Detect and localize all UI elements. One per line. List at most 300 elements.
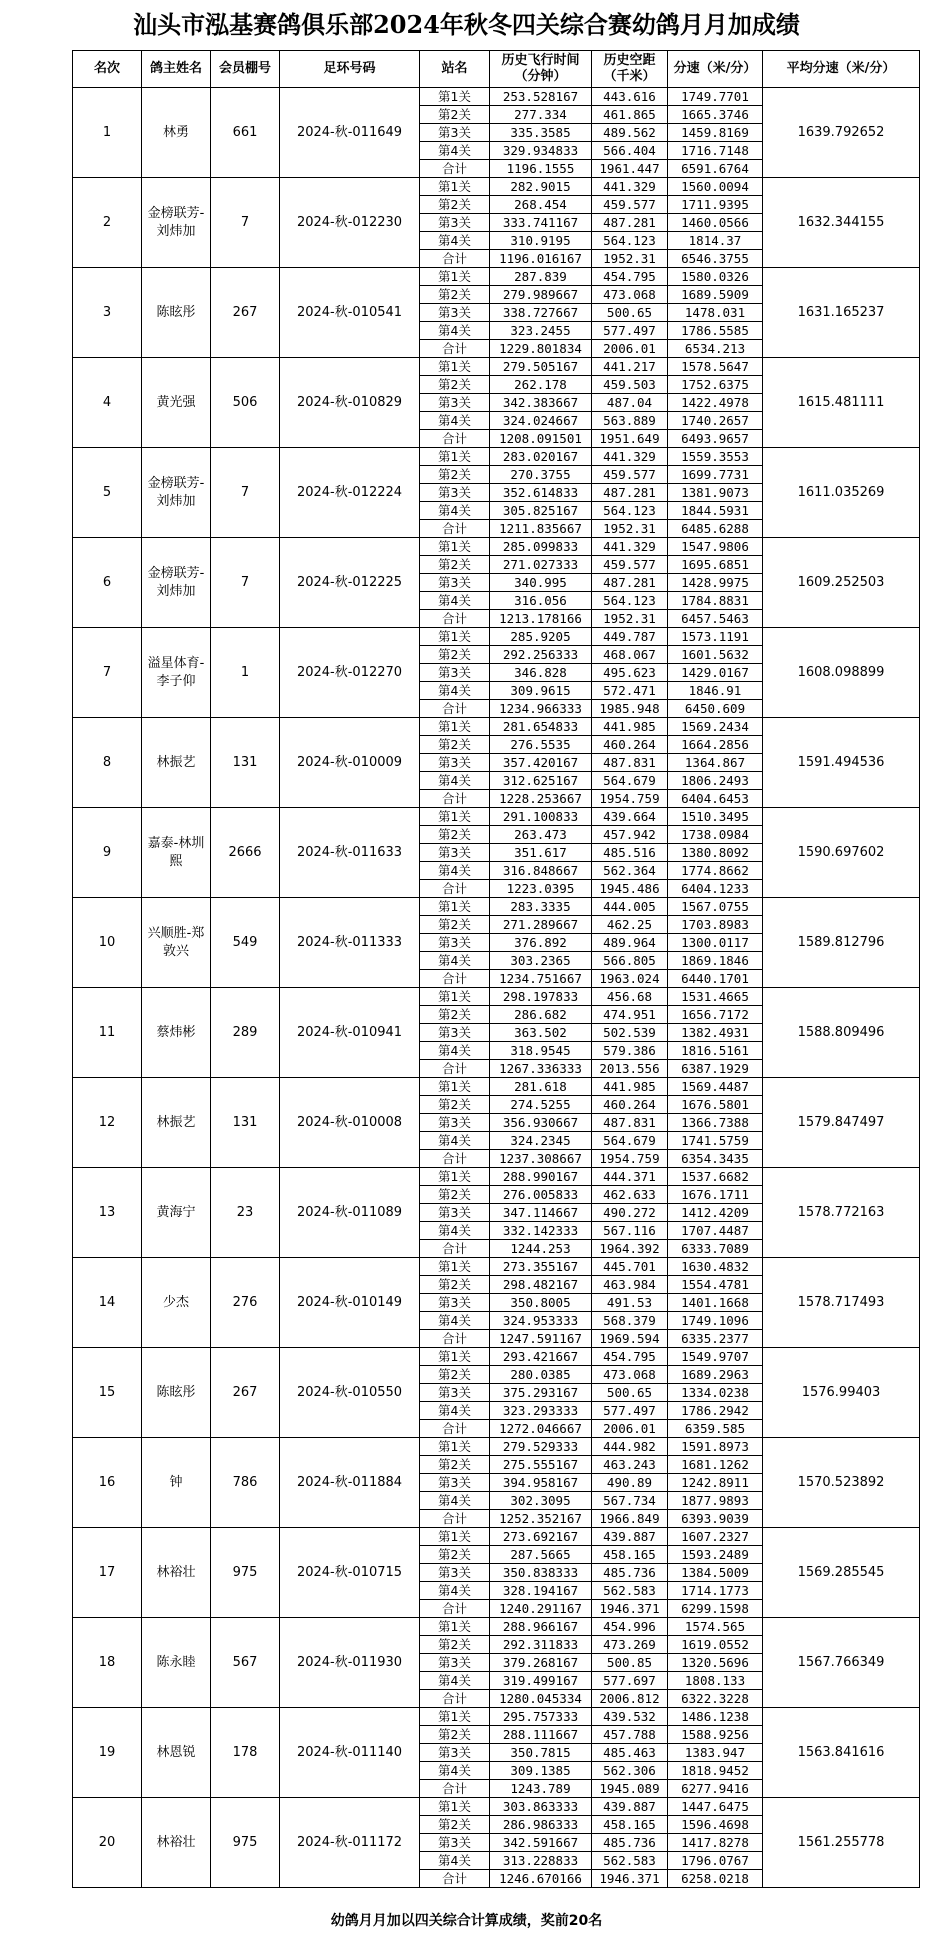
speed-cell: 1796.0767 bbox=[668, 1852, 763, 1870]
time-cell: 338.727667 bbox=[490, 304, 592, 322]
speed-cell: 1630.4832 bbox=[668, 1258, 763, 1276]
time-cell: 302.3095 bbox=[490, 1492, 592, 1510]
time-cell: 303.2365 bbox=[490, 952, 592, 970]
avg-speed-cell: 1569.285545 bbox=[763, 1528, 920, 1618]
avg-speed-cell: 1579.847497 bbox=[763, 1078, 920, 1168]
distance-cell: 564.679 bbox=[592, 772, 668, 790]
stage-cell: 第3关 bbox=[420, 1294, 490, 1312]
ring-cell: 2024-秋-012224 bbox=[280, 448, 420, 538]
distance-cell: 462.25 bbox=[592, 916, 668, 934]
distance-cell: 459.503 bbox=[592, 376, 668, 394]
distance-cell: 489.964 bbox=[592, 934, 668, 952]
distance-cell: 566.805 bbox=[592, 952, 668, 970]
speed-cell: 6450.609 bbox=[668, 700, 763, 718]
stage-cell: 第1关 bbox=[420, 88, 490, 106]
time-cell: 1247.591167 bbox=[490, 1330, 592, 1348]
time-cell: 318.9545 bbox=[490, 1042, 592, 1060]
rank-cell: 20 bbox=[73, 1798, 142, 1888]
stage-cell: 第3关 bbox=[420, 1564, 490, 1582]
distance-cell: 439.887 bbox=[592, 1798, 668, 1816]
avg-speed-cell: 1588.809496 bbox=[763, 988, 920, 1078]
ring-cell: 2024-秋-011333 bbox=[280, 898, 420, 988]
time-cell: 356.930667 bbox=[490, 1114, 592, 1132]
stage-cell: 第4关 bbox=[420, 1312, 490, 1330]
speed-cell: 1869.1846 bbox=[668, 952, 763, 970]
speed-cell: 1814.37 bbox=[668, 232, 763, 250]
time-cell: 298.482167 bbox=[490, 1276, 592, 1294]
speed-cell: 1382.4931 bbox=[668, 1024, 763, 1042]
distance-cell: 1963.024 bbox=[592, 970, 668, 988]
avg-speed-cell: 1608.098899 bbox=[763, 628, 920, 718]
ring-cell: 2024-秋-011884 bbox=[280, 1438, 420, 1528]
distance-cell: 1966.849 bbox=[592, 1510, 668, 1528]
speed-cell: 1510.3495 bbox=[668, 808, 763, 826]
stage-cell: 合计 bbox=[420, 1510, 490, 1528]
distance-cell: 454.996 bbox=[592, 1618, 668, 1636]
speed-cell: 1549.9707 bbox=[668, 1348, 763, 1366]
time-cell: 319.499167 bbox=[490, 1672, 592, 1690]
time-cell: 379.268167 bbox=[490, 1654, 592, 1672]
distance-cell: 456.68 bbox=[592, 988, 668, 1006]
stage-cell: 第1关 bbox=[420, 178, 490, 196]
speed-cell: 1752.6375 bbox=[668, 376, 763, 394]
stage-cell: 第2关 bbox=[420, 736, 490, 754]
distance-cell: 568.379 bbox=[592, 1312, 668, 1330]
time-cell: 283.020167 bbox=[490, 448, 592, 466]
stage-cell: 第1关 bbox=[420, 1708, 490, 1726]
speed-cell: 1580.0326 bbox=[668, 268, 763, 286]
distance-cell: 474.951 bbox=[592, 1006, 668, 1024]
speed-cell: 1806.2493 bbox=[668, 772, 763, 790]
distance-cell: 457.942 bbox=[592, 826, 668, 844]
stage-cell: 第3关 bbox=[420, 214, 490, 232]
distance-cell: 444.005 bbox=[592, 898, 668, 916]
stage-cell: 第3关 bbox=[420, 664, 490, 682]
time-cell: 271.027333 bbox=[490, 556, 592, 574]
owner-cell: 陈眩彤 bbox=[142, 1348, 211, 1438]
distance-cell: 500.65 bbox=[592, 304, 668, 322]
distance-cell: 441.329 bbox=[592, 178, 668, 196]
stage-cell: 第3关 bbox=[420, 394, 490, 412]
time-cell: 253.528167 bbox=[490, 88, 592, 106]
avg-speed-cell: 1570.523892 bbox=[763, 1438, 920, 1528]
table-row bbox=[73, 898, 920, 916]
speed-cell: 1547.9806 bbox=[668, 538, 763, 556]
time-cell: 287.839 bbox=[490, 268, 592, 286]
time-cell: 1196.1555 bbox=[490, 160, 592, 178]
distance-cell: 487.281 bbox=[592, 574, 668, 592]
speed-cell: 1749.7701 bbox=[668, 88, 763, 106]
table-row bbox=[73, 1798, 920, 1816]
time-cell: 375.293167 bbox=[490, 1384, 592, 1402]
speed-cell: 1818.9452 bbox=[668, 1762, 763, 1780]
ring-cell: 2024-秋-012225 bbox=[280, 538, 420, 628]
stage-cell: 第4关 bbox=[420, 1582, 490, 1600]
header-member: 会员棚号 bbox=[211, 51, 280, 88]
time-cell: 1208.091501 bbox=[490, 430, 592, 448]
distance-cell: 1969.594 bbox=[592, 1330, 668, 1348]
time-cell: 1196.016167 bbox=[490, 250, 592, 268]
ring-cell: 2024-秋-011930 bbox=[280, 1618, 420, 1708]
distance-cell: 441.985 bbox=[592, 718, 668, 736]
owner-cell: 溢星体育-李子仰 bbox=[142, 628, 211, 718]
avg-speed-cell: 1639.792652 bbox=[763, 88, 920, 178]
speed-cell: 6591.6764 bbox=[668, 160, 763, 178]
time-cell: 342.591667 bbox=[490, 1834, 592, 1852]
time-cell: 309.9615 bbox=[490, 682, 592, 700]
speed-cell: 1844.5931 bbox=[668, 502, 763, 520]
member-cell: 131 bbox=[211, 1078, 280, 1168]
owner-cell: 林裕壮 bbox=[142, 1528, 211, 1618]
distance-cell: 1952.31 bbox=[592, 250, 668, 268]
speed-cell: 1877.9893 bbox=[668, 1492, 763, 1510]
speed-cell: 1695.6851 bbox=[668, 556, 763, 574]
results-table bbox=[72, 50, 920, 1888]
time-cell: 352.614833 bbox=[490, 484, 592, 502]
stage-cell: 第4关 bbox=[420, 322, 490, 340]
distance-cell: 487.281 bbox=[592, 214, 668, 232]
stage-cell: 合计 bbox=[420, 1060, 490, 1078]
time-cell: 332.142333 bbox=[490, 1222, 592, 1240]
distance-cell: 443.616 bbox=[592, 88, 668, 106]
time-cell: 328.194167 bbox=[490, 1582, 592, 1600]
stage-cell: 合计 bbox=[420, 610, 490, 628]
speed-cell: 1786.5585 bbox=[668, 322, 763, 340]
member-cell: 289 bbox=[211, 988, 280, 1078]
speed-cell: 1531.4665 bbox=[668, 988, 763, 1006]
member-cell: 2666 bbox=[211, 808, 280, 898]
speed-cell: 1380.8092 bbox=[668, 844, 763, 862]
speed-cell: 1364.867 bbox=[668, 754, 763, 772]
stage-cell: 第4关 bbox=[420, 142, 490, 160]
rank-cell: 10 bbox=[73, 898, 142, 988]
distance-cell: 1952.31 bbox=[592, 610, 668, 628]
stage-cell: 第2关 bbox=[420, 1456, 490, 1474]
distance-cell: 491.53 bbox=[592, 1294, 668, 1312]
time-cell: 1213.178166 bbox=[490, 610, 592, 628]
time-cell: 279.505167 bbox=[490, 358, 592, 376]
time-cell: 1244.253 bbox=[490, 1240, 592, 1258]
speed-cell: 1607.2327 bbox=[668, 1528, 763, 1546]
speed-cell: 1664.2856 bbox=[668, 736, 763, 754]
stage-cell: 第2关 bbox=[420, 1726, 490, 1744]
time-cell: 1223.0395 bbox=[490, 880, 592, 898]
stage-cell: 第3关 bbox=[420, 304, 490, 322]
time-cell: 376.892 bbox=[490, 934, 592, 952]
distance-cell: 562.306 bbox=[592, 1762, 668, 1780]
stage-cell: 合计 bbox=[420, 790, 490, 808]
distance-cell: 460.264 bbox=[592, 1096, 668, 1114]
speed-cell: 6359.585 bbox=[668, 1420, 763, 1438]
table-row bbox=[73, 1618, 920, 1636]
stage-cell: 第1关 bbox=[420, 1168, 490, 1186]
table-row bbox=[73, 1708, 920, 1726]
stage-cell: 第1关 bbox=[420, 358, 490, 376]
rank-cell: 7 bbox=[73, 628, 142, 718]
ring-cell: 2024-秋-011089 bbox=[280, 1168, 420, 1258]
distance-cell: 485.516 bbox=[592, 844, 668, 862]
owner-cell: 钟 bbox=[142, 1438, 211, 1528]
distance-cell: 500.85 bbox=[592, 1654, 668, 1672]
distance-cell: 439.887 bbox=[592, 1528, 668, 1546]
stage-cell: 第3关 bbox=[420, 844, 490, 862]
stage-cell: 第1关 bbox=[420, 538, 490, 556]
speed-cell: 1401.1668 bbox=[668, 1294, 763, 1312]
stage-cell: 第1关 bbox=[420, 1438, 490, 1456]
speed-cell: 1381.9073 bbox=[668, 484, 763, 502]
owner-cell: 嘉泰-林圳熙 bbox=[142, 808, 211, 898]
distance-cell: 567.116 bbox=[592, 1222, 668, 1240]
stage-cell: 合计 bbox=[420, 970, 490, 988]
time-cell: 312.625167 bbox=[490, 772, 592, 790]
distance-cell: 490.272 bbox=[592, 1204, 668, 1222]
ring-cell: 2024-秋-010149 bbox=[280, 1258, 420, 1348]
owner-cell: 林振艺 bbox=[142, 1078, 211, 1168]
page-title: 汕头市泓基赛鸽俱乐部2024年秋冬四关综合赛幼鸽月月加成绩 bbox=[133, 10, 800, 39]
time-cell: 303.863333 bbox=[490, 1798, 592, 1816]
distance-cell: 562.364 bbox=[592, 862, 668, 880]
time-cell: 1272.046667 bbox=[490, 1420, 592, 1438]
distance-cell: 458.165 bbox=[592, 1546, 668, 1564]
member-cell: 975 bbox=[211, 1528, 280, 1618]
avg-speed-cell: 1578.717493 bbox=[763, 1258, 920, 1348]
distance-cell: 454.795 bbox=[592, 268, 668, 286]
distance-cell: 439.532 bbox=[592, 1708, 668, 1726]
time-cell: 357.420167 bbox=[490, 754, 592, 772]
distance-cell: 485.736 bbox=[592, 1834, 668, 1852]
stage-cell: 第4关 bbox=[420, 1762, 490, 1780]
stage-cell: 第4关 bbox=[420, 232, 490, 250]
time-cell: 333.741167 bbox=[490, 214, 592, 232]
time-cell: 293.421667 bbox=[490, 1348, 592, 1366]
time-cell: 279.989667 bbox=[490, 286, 592, 304]
stage-cell: 第4关 bbox=[420, 1222, 490, 1240]
distance-cell: 487.831 bbox=[592, 754, 668, 772]
speed-cell: 1422.4978 bbox=[668, 394, 763, 412]
header-ring: 足环号码 bbox=[280, 51, 420, 88]
stage-cell: 第3关 bbox=[420, 484, 490, 502]
time-cell: 286.682 bbox=[490, 1006, 592, 1024]
footer-note: 幼鸽月月加以四关综合计算成绩，奖前20名 bbox=[330, 1913, 603, 1929]
stage-cell: 第2关 bbox=[420, 1546, 490, 1564]
stage-cell: 第3关 bbox=[420, 1114, 490, 1132]
stage-cell: 合计 bbox=[420, 1780, 490, 1798]
rank-cell: 4 bbox=[73, 358, 142, 448]
speed-cell: 1417.8278 bbox=[668, 1834, 763, 1852]
stage-cell: 第2关 bbox=[420, 1006, 490, 1024]
stage-cell: 第1关 bbox=[420, 268, 490, 286]
distance-cell: 444.371 bbox=[592, 1168, 668, 1186]
stage-cell: 第2关 bbox=[420, 1096, 490, 1114]
speed-cell: 6404.6453 bbox=[668, 790, 763, 808]
speed-cell: 1619.0552 bbox=[668, 1636, 763, 1654]
distance-cell: 459.577 bbox=[592, 556, 668, 574]
time-cell: 347.114667 bbox=[490, 1204, 592, 1222]
rank-cell: 2 bbox=[73, 178, 142, 268]
avg-speed-cell: 1615.481111 bbox=[763, 358, 920, 448]
speed-cell: 6299.1598 bbox=[668, 1600, 763, 1618]
avg-speed-cell: 1561.255778 bbox=[763, 1798, 920, 1888]
time-cell: 324.2345 bbox=[490, 1132, 592, 1150]
speed-cell: 1588.9256 bbox=[668, 1726, 763, 1744]
header-distance: 历史空距（千米） bbox=[592, 51, 668, 88]
time-cell: 1252.352167 bbox=[490, 1510, 592, 1528]
distance-cell: 463.243 bbox=[592, 1456, 668, 1474]
time-cell: 273.692167 bbox=[490, 1528, 592, 1546]
distance-cell: 2006.01 bbox=[592, 340, 668, 358]
header-avg-speed: 平均分速（米/分） bbox=[763, 51, 920, 88]
speed-cell: 1714.1773 bbox=[668, 1582, 763, 1600]
rank-cell: 11 bbox=[73, 988, 142, 1078]
distance-cell: 577.497 bbox=[592, 1402, 668, 1420]
time-cell: 335.3585 bbox=[490, 124, 592, 142]
time-cell: 262.178 bbox=[490, 376, 592, 394]
speed-cell: 1366.7388 bbox=[668, 1114, 763, 1132]
ring-cell: 2024-秋-010941 bbox=[280, 988, 420, 1078]
distance-cell: 1946.371 bbox=[592, 1600, 668, 1618]
table-row bbox=[73, 88, 920, 106]
stage-cell: 第3关 bbox=[420, 1654, 490, 1672]
distance-cell: 449.787 bbox=[592, 628, 668, 646]
time-cell: 292.256333 bbox=[490, 646, 592, 664]
stage-cell: 第3关 bbox=[420, 1834, 490, 1852]
avg-speed-cell: 1589.812796 bbox=[763, 898, 920, 988]
distance-cell: 579.386 bbox=[592, 1042, 668, 1060]
speed-cell: 1689.2963 bbox=[668, 1366, 763, 1384]
speed-cell: 6440.1701 bbox=[668, 970, 763, 988]
distance-cell: 577.697 bbox=[592, 1672, 668, 1690]
time-cell: 346.828 bbox=[490, 664, 592, 682]
stage-cell: 第2关 bbox=[420, 916, 490, 934]
distance-cell: 564.123 bbox=[592, 232, 668, 250]
distance-cell: 468.067 bbox=[592, 646, 668, 664]
time-cell: 295.757333 bbox=[490, 1708, 592, 1726]
avg-speed-cell: 1576.99403 bbox=[763, 1348, 920, 1438]
stage-cell: 第2关 bbox=[420, 106, 490, 124]
time-cell: 1234.966333 bbox=[490, 700, 592, 718]
time-cell: 350.8005 bbox=[490, 1294, 592, 1312]
time-cell: 1246.670166 bbox=[490, 1870, 592, 1888]
stage-cell: 合计 bbox=[420, 1870, 490, 1888]
speed-cell: 1738.0984 bbox=[668, 826, 763, 844]
table-row bbox=[73, 808, 920, 826]
speed-cell: 6258.0218 bbox=[668, 1870, 763, 1888]
member-cell: 786 bbox=[211, 1438, 280, 1528]
member-cell: 276 bbox=[211, 1258, 280, 1348]
distance-cell: 563.889 bbox=[592, 412, 668, 430]
distance-cell: 1985.948 bbox=[592, 700, 668, 718]
owner-cell: 林振艺 bbox=[142, 718, 211, 808]
distance-cell: 439.664 bbox=[592, 808, 668, 826]
distance-cell: 489.562 bbox=[592, 124, 668, 142]
speed-cell: 6393.9039 bbox=[668, 1510, 763, 1528]
time-cell: 1237.308667 bbox=[490, 1150, 592, 1168]
speed-cell: 1816.5161 bbox=[668, 1042, 763, 1060]
table-row bbox=[73, 1348, 920, 1366]
distance-cell: 461.865 bbox=[592, 106, 668, 124]
ring-cell: 2024-秋-010541 bbox=[280, 268, 420, 358]
stage-cell: 第3关 bbox=[420, 754, 490, 772]
distance-cell: 441.985 bbox=[592, 1078, 668, 1096]
speed-cell: 1447.6475 bbox=[668, 1798, 763, 1816]
owner-cell: 金榜联芳-刘炜加 bbox=[142, 538, 211, 628]
time-cell: 305.825167 bbox=[490, 502, 592, 520]
speed-cell: 6387.1929 bbox=[668, 1060, 763, 1078]
stage-cell: 第4关 bbox=[420, 1852, 490, 1870]
speed-cell: 1676.5801 bbox=[668, 1096, 763, 1114]
time-cell: 342.383667 bbox=[490, 394, 592, 412]
member-cell: 549 bbox=[211, 898, 280, 988]
owner-cell: 金榜联芳-刘炜加 bbox=[142, 178, 211, 268]
ring-cell: 2024-秋-011649 bbox=[280, 88, 420, 178]
owner-cell: 林裕壮 bbox=[142, 1798, 211, 1888]
table-row bbox=[73, 1258, 920, 1276]
time-cell: 291.100833 bbox=[490, 808, 592, 826]
distance-cell: 454.795 bbox=[592, 1348, 668, 1366]
distance-cell: 562.583 bbox=[592, 1582, 668, 1600]
distance-cell: 1945.486 bbox=[592, 880, 668, 898]
table-row bbox=[73, 448, 920, 466]
ring-cell: 2024-秋-011172 bbox=[280, 1798, 420, 1888]
time-cell: 351.617 bbox=[490, 844, 592, 862]
table-row bbox=[73, 1528, 920, 1546]
time-cell: 1211.835667 bbox=[490, 520, 592, 538]
distance-cell: 490.89 bbox=[592, 1474, 668, 1492]
distance-cell: 1945.089 bbox=[592, 1780, 668, 1798]
member-cell: 975 bbox=[211, 1798, 280, 1888]
speed-cell: 6457.5463 bbox=[668, 610, 763, 628]
stage-cell: 合计 bbox=[420, 1600, 490, 1618]
member-cell: 178 bbox=[211, 1708, 280, 1798]
distance-cell: 473.068 bbox=[592, 1366, 668, 1384]
rank-cell: 9 bbox=[73, 808, 142, 898]
time-cell: 324.024667 bbox=[490, 412, 592, 430]
speed-cell: 1593.2489 bbox=[668, 1546, 763, 1564]
stage-cell: 第4关 bbox=[420, 412, 490, 430]
stage-cell: 第4关 bbox=[420, 1492, 490, 1510]
time-cell: 292.311833 bbox=[490, 1636, 592, 1654]
stage-cell: 第1关 bbox=[420, 1618, 490, 1636]
stage-cell: 第1关 bbox=[420, 1528, 490, 1546]
speed-cell: 1591.8973 bbox=[668, 1438, 763, 1456]
owner-cell: 黄光强 bbox=[142, 358, 211, 448]
rank-cell: 1 bbox=[73, 88, 142, 178]
rank-cell: 19 bbox=[73, 1708, 142, 1798]
stage-cell: 第2关 bbox=[420, 646, 490, 664]
time-cell: 1280.045334 bbox=[490, 1690, 592, 1708]
time-cell: 310.9195 bbox=[490, 232, 592, 250]
distance-cell: 577.497 bbox=[592, 322, 668, 340]
time-cell: 285.9205 bbox=[490, 628, 592, 646]
stage-cell: 第1关 bbox=[420, 1348, 490, 1366]
time-cell: 313.228833 bbox=[490, 1852, 592, 1870]
stage-cell: 第4关 bbox=[420, 682, 490, 700]
time-cell: 1234.751667 bbox=[490, 970, 592, 988]
time-cell: 281.654833 bbox=[490, 718, 592, 736]
speed-cell: 1578.5647 bbox=[668, 358, 763, 376]
time-cell: 263.473 bbox=[490, 826, 592, 844]
speed-cell: 1681.1262 bbox=[668, 1456, 763, 1474]
speed-cell: 1567.0755 bbox=[668, 898, 763, 916]
time-cell: 268.454 bbox=[490, 196, 592, 214]
ring-cell: 2024-秋-010008 bbox=[280, 1078, 420, 1168]
stage-cell: 合计 bbox=[420, 160, 490, 178]
stage-cell: 第2关 bbox=[420, 196, 490, 214]
distance-cell: 457.788 bbox=[592, 1726, 668, 1744]
distance-cell: 1952.31 bbox=[592, 520, 668, 538]
time-cell: 270.3755 bbox=[490, 466, 592, 484]
speed-cell: 6546.3755 bbox=[668, 250, 763, 268]
